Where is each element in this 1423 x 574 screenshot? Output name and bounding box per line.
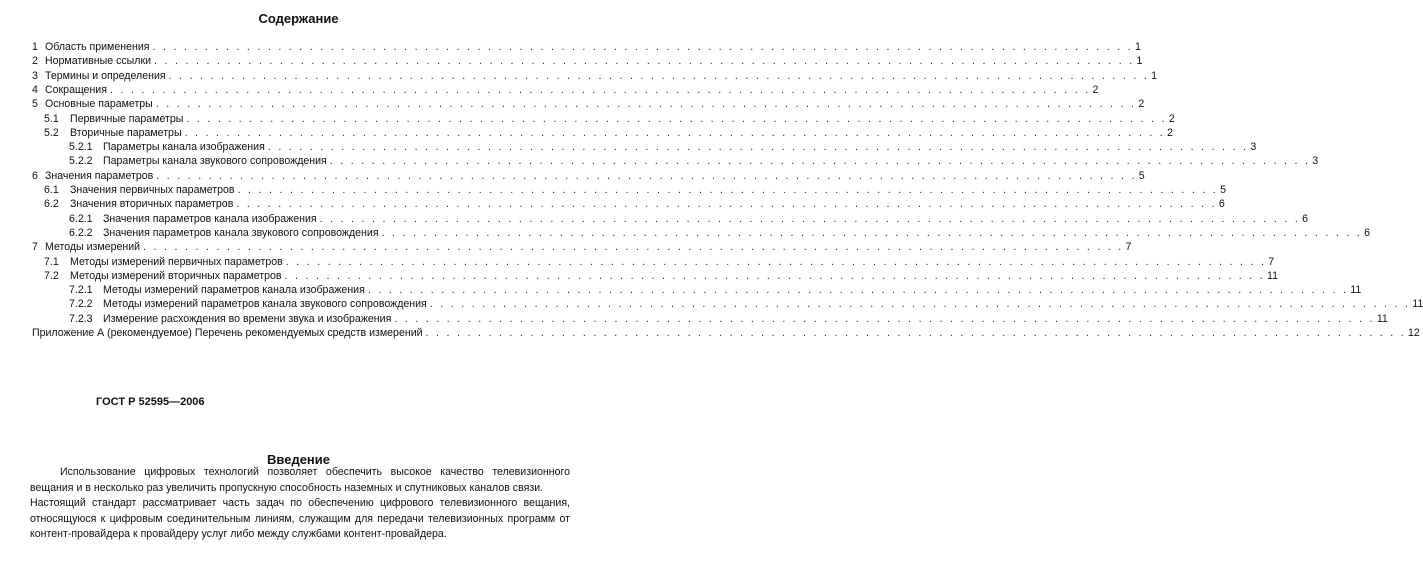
toc-entry[interactable] xyxy=(69,312,1388,326)
toc-label: Параметры канала звукового сопровождения xyxy=(103,155,327,168)
toc-page-number: 1 xyxy=(1134,41,1141,53)
toc-page-number: 11 xyxy=(1412,298,1423,311)
toc-entry[interactable] xyxy=(32,97,1145,111)
toc-leader-dots: . . . . . . . . . . . . . . . . . . . . . . . . . . . . . . . . . . . . . . . . . . . . . . . . . . . . . . . . . . . . . . . . . . . . . . . . . . . . . . . . . . . . . . . . . . . . . . xyxy=(184,126,1166,139)
toc-label: Значения вторичных параметров xyxy=(70,198,234,211)
toc-number: 4 xyxy=(32,83,38,96)
toc-page-number: 11 xyxy=(1267,269,1279,282)
toc-leader-dots: . . . . . . . . . . . . . . . . . . . . . . . . . . . . . . . . . . . . . . . . . . . . . . . . . . . . . . . . . . . . . . . . . . . . . . . . . . . . . . . . . . . . . . . . . . . . . . xyxy=(367,284,1349,297)
toc-leader-dots: . . . . . . . . . . . . . . . . . . . . . . . . . . . . . . . . . . . . . . . . . . . . . . . . . . . . . . . . . . . . . . . . . . . . . . . . . . . . . . . . . . . . . . . . . . . . . . xyxy=(155,98,1137,111)
toc-page-number: 12 xyxy=(1408,327,1420,339)
toc-number: 7 xyxy=(32,241,38,254)
toc-leader-dots: . . . . . . . . . . . . . . . . . . . . . . . . . . . . . . . . . . . . . . . . . . . . . . . . . . . . . . . . . . . . . . . . . . . . . . . . . . . . . . . . . . . . . . . . . . . . . . xyxy=(109,83,1091,96)
toc-entry[interactable] xyxy=(32,240,1132,254)
toc-label: Термины и определения xyxy=(45,69,166,82)
toc-leader-dots: . . . . . . . . . . . . . . . . . . . . . . . . . . . . . . . . . . . . . . . . . . . . . . . . . . . . . . . . . . . . . . . . . . . . . . . . . . . . . . . . . . . . . . . . . . . . . . xyxy=(429,298,1411,311)
toc-entry[interactable] xyxy=(32,54,1143,68)
toc-entry[interactable] xyxy=(69,226,1370,240)
toc-leader-dots: . . . . . . . . . . . . . . . . . . . . . . . . . . . . . . . . . . . . . . . . . . . . . . . . . . . . . . . . . . . . . . . . . . . . . . . . . . . . . . . . . . . . . . . . . . . . . . xyxy=(236,198,1217,211)
toc-label: Сокращения xyxy=(45,83,107,96)
toc-number: 6.2.1 xyxy=(69,212,93,225)
toc-number: 2 xyxy=(32,55,38,68)
toc-label: Измерение расхождения во времени звука и изображения xyxy=(103,312,392,325)
intro-paragraph: Настоящий стандарт рассматривает часть задач по обеспечению цифрового телевизионного вещания, относящуюся к цифровым соединительным линиям, служащим для передачи телевизионных программ от контент-провайдера к провайдеру услуг либо между службами контент-провайдера. xyxy=(30,497,570,541)
toc-leader-dots: . . . . . . . . . . . . . . . . . . . . . . . . . . . . . . . . . . . . . . . . . . . . . . . . . . . . . . . . . . . . . . . . . . . . . . . . . . . . . . . . . . . . . . . . . . . . . . xyxy=(285,255,1267,268)
toc-page-number: 2 xyxy=(1167,126,1173,139)
intro-paragraph: Использование цифровых технологий позволяет обеспечить высокое качество телевизионного вещания и в несколько раз увеличить пропускную способность наземных и спутниковых каналов связи. xyxy=(30,466,570,494)
toc-entry[interactable] xyxy=(44,269,1279,283)
toc-page-number: 5 xyxy=(1138,169,1145,182)
toc-page-number: 5 xyxy=(1220,184,1226,196)
toc-label: Первичные параметры xyxy=(70,112,184,125)
toc-page-number: 11 xyxy=(1350,284,1362,297)
toc-number: 7.2 xyxy=(44,269,59,282)
toc-page-number: 2 xyxy=(1092,83,1099,96)
toc-entry[interactable] xyxy=(44,126,1173,140)
toc-entry[interactable] xyxy=(69,283,1362,297)
toc-leader-dots: . . . . . . . . . . . . . . . . . . . . . . . . . . . . . . . . . . . . . . . . . . . . . . . . . . . . . . . . . . . . . . . . . . . . . . . . . . . . . . . . . . . . . . . . . . . . . . xyxy=(394,312,1375,325)
toc-number: 5.1 xyxy=(44,112,59,125)
contents-title: Содержание xyxy=(258,11,339,26)
toc-leader-dots: . . . . . . . . . . . . . . . . . . . . . . . . . . . . . . . . . . . . . . . . . . . . . . . . . . . . . . . . . . . . . . . . . . . . . . . . . . . . . . . . . . . . . . . . . . . . . . xyxy=(143,241,1124,254)
toc-entry[interactable] xyxy=(32,83,1099,97)
toc-leader-dots: . . . . . . . . . . . . . . . . . . . . . . . . . . . . . . . . . . . . . . . . . . . . . . . . . . . . . . . . . . . . . . . . . . . . . . . . . . . . . . . . . . . . . . . . . . . . . . xyxy=(152,41,1133,53)
toc-label: Методы измерений параметров канала изображения xyxy=(103,284,365,297)
toc-entry[interactable] xyxy=(32,169,1145,183)
toc-page-number: 1 xyxy=(1151,69,1158,82)
toc-leader-dots: . . . . . . . . . . . . . . . . . . . . . . . . . . . . . . . . . . . . . . . . . . . . . . . . . . . . . . . . . . . . . . . . . . . . . . . . . . . . . . . . . . . . . . . . . . . . . . xyxy=(319,212,1301,225)
toc-leader-dots: . . . . . . . . . . . . . . . . . . . . . . . . . . . . . . . . . . . . . . . . . . . . . . . . . . . . . . . . . . . . . . . . . . . . . . . . . . . . . . . . . . . . . . . . . . . . . . xyxy=(168,69,1150,82)
toc-label: Параметры канала изображения xyxy=(103,141,265,154)
toc-number: 7.2.3 xyxy=(69,312,93,325)
toc-entry[interactable] xyxy=(69,140,1257,154)
toc-page-number: 11 xyxy=(1376,312,1388,325)
toc-label: Основные параметры xyxy=(45,98,153,111)
toc-label: Приложение А (рекомендуемое) Перечень рекомендуемых средств измерений xyxy=(32,327,423,339)
toc-number: 6.1 xyxy=(44,184,59,196)
toc-entry[interactable] xyxy=(44,112,1175,126)
toc-label: Методы измерений xyxy=(45,241,141,254)
toc-page-number: 7 xyxy=(1268,255,1275,268)
toc-label: Методы измерений параметров канала звукового сопровождения xyxy=(103,298,427,311)
toc-entry[interactable] xyxy=(44,183,1226,197)
toc-leader-dots: . . . . . . . . . . . . . . . . . . . . . . . . . . . . . . . . . . . . . . . . . . . . . . . . . . . . . . . . . . . . . . . . . . . . . . . . . . . . . . . . . . . . . . . . . . . . . . xyxy=(156,169,1137,182)
toc-page-number: 2 xyxy=(1138,98,1145,111)
toc-page-number: 3 xyxy=(1250,141,1257,154)
toc-page-number: 2 xyxy=(1168,112,1175,125)
toc-number: 5.2.1 xyxy=(69,141,93,154)
toc-label: Значения параметров канала звукового сопровождения xyxy=(103,226,379,239)
toc-label: Область применения xyxy=(45,41,150,53)
toc-leader-dots: . . . . . . . . . . . . . . . . . . . . . . . . . . . . . . . . . . . . . . . . . . . . . . . . . . . . . . . . . . . . . . . . . . . . . . . . . . . . . . . . . . . . . . . . . . . . . . xyxy=(284,269,1266,282)
toc-number: 6.2 xyxy=(44,198,59,211)
toc-entry[interactable] xyxy=(69,154,1319,168)
toc-leader-dots: . . . . . . . . . . . . . . . . . . . . . . . . . . . . . . . . . . . . . . . . . . . . . . . . . . . . . . . . . . . . . . . . . . . . . . . . . . . . . . . . . . . . . . . . . . . . . . xyxy=(381,226,1363,239)
toc-entry[interactable] xyxy=(44,255,1275,269)
toc-label: Методы измерений вторичных параметров xyxy=(70,269,282,282)
toc-page-number: 6 xyxy=(1218,198,1225,211)
toc-label: Значения первичных параметров xyxy=(70,184,235,196)
toc-label: Значения параметров xyxy=(45,169,154,182)
toc-number: 5.2 xyxy=(44,126,59,139)
toc-entry[interactable] xyxy=(32,40,1141,54)
toc-number: 1 xyxy=(32,41,38,53)
toc-label: Методы измерений первичных параметров xyxy=(70,255,283,268)
intro-body xyxy=(30,465,570,543)
toc-entry[interactable] xyxy=(69,297,1423,311)
toc-page-number: 7 xyxy=(1125,241,1132,254)
toc-leader-dots: . . . . . . . . . . . . . . . . . . . . . . . . . . . . . . . . . . . . . . . . . . . . . . . . . . . . . . . . . . . . . . . . . . . . . . . . . . . . . . . . . . . . . . . . . . . . . . xyxy=(267,141,1249,154)
toc-label: Вторичные параметры xyxy=(70,126,182,139)
toc-number: 6.2.2 xyxy=(69,226,93,239)
toc-number: 7.2.1 xyxy=(69,284,93,297)
toc-entry[interactable] xyxy=(32,69,1158,83)
toc-leader-dots: . . . . . . . . . . . . . . . . . . . . . . . . . . . . . . . . . . . . . . . . . . . . . . . . . . . . . . . . . . . . . . . . . . . . . . . . . . . . . . . . . . . . . . . . . . . . . . xyxy=(329,155,1311,168)
toc-page-number: 6 xyxy=(1302,212,1309,225)
toc-page-number: 6 xyxy=(1364,226,1370,239)
toc-number: 3 xyxy=(32,69,38,82)
toc-leader-dots: . . . . . . . . . . . . . . . . . . . . . . . . . . . . . . . . . . . . . . . . . . . . . . . . . . . . . . . . . . . . . . . . . . . . . . . . . . . . . . . . . . . . . . . . . . . . . . xyxy=(237,184,1219,196)
toc-leader-dots: . . . . . . . . . . . . . . . . . . . . . . . . . . . . . . . . . . . . . . . . . . . . . . . . . . . . . . . . . . . . . . . . . . . . . . . . . . . . . . . . . . . . . . . . . . . . . . xyxy=(425,327,1407,339)
toc-entry[interactable] xyxy=(69,212,1309,226)
standard-code: ГОСТ Р 52595—2006 xyxy=(96,396,205,408)
toc-entry[interactable] xyxy=(32,326,1420,340)
toc-label: Значения параметров канала изображения xyxy=(103,212,317,225)
toc-leader-dots: . . . . . . . . . . . . . . . . . . . . . . . . . . . . . . . . . . . . . . . . . . . . . . . . . . . . . . . . . . . . . . . . . . . . . . . . . . . . . . . . . . . . . . . . . . . . . . xyxy=(186,112,1167,125)
toc-entry[interactable] xyxy=(44,197,1225,211)
toc-page-number: 1 xyxy=(1136,55,1143,68)
toc-number: 7.2.2 xyxy=(69,298,93,311)
toc-number: 5 xyxy=(32,98,38,111)
toc-number: 7.1 xyxy=(44,255,59,268)
toc-label: Нормативные ссылки xyxy=(45,55,152,68)
intro-title: Введение xyxy=(267,452,330,467)
toc-leader-dots: . . . . . . . . . . . . . . . . . . . . . . . . . . . . . . . . . . . . . . . . . . . . . . . . . . . . . . . . . . . . . . . . . . . . . . . . . . . . . . . . . . . . . . . . . . . . . . xyxy=(154,55,1135,68)
toc-page-number: 3 xyxy=(1312,155,1319,168)
toc-number: 5.2.2 xyxy=(69,155,93,168)
toc-number: 6 xyxy=(32,169,38,182)
